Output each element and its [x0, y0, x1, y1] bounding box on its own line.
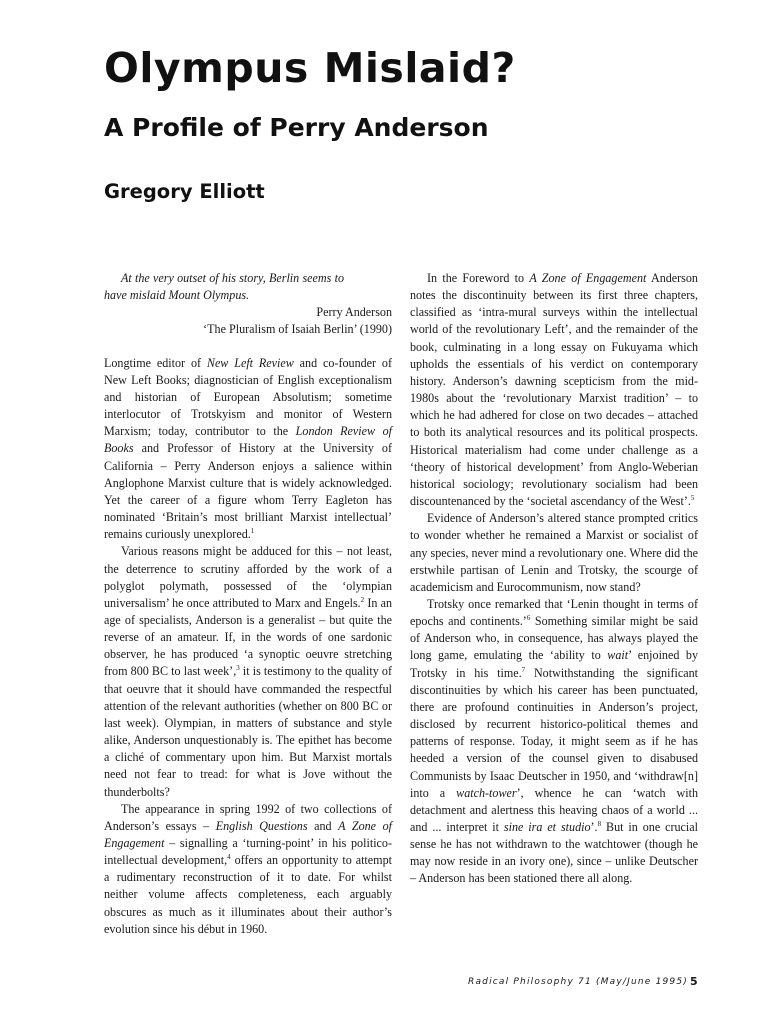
page-number: 5 — [690, 975, 698, 988]
left-paragraph-3: The appearance in spring 1992 of two collections of Anderson’s essays – English Questions and A Zone of Engagement – signalling a ‘turning-point’ in his politico-intellectual development,$^4$ offers an opportunity to attempt a rudimentary reconstruction of it to date. For whilst neither volume affects completeness, each arguably obscures as much as it illuminates about their author’s evolution since his début in 1960. — [104, 801, 393, 936]
footnote-ref: 2 — [360, 595, 365, 604]
epigraph-attribution-source: ‘The Pluralism of Isaiah Berlin’ (1990) — [203, 322, 392, 337]
article-title: Olympus Mislaid? — [104, 44, 516, 92]
left-paragraph-2: Various reasons might be adduced for this – not least, the deterrence to scrutiny afforded by the work of a polyglot polymath, possessed of the ‘olympian universalism’ he once attributed to Marx and Engels.$^2$ In an age of specialists, Anderson is a generalist – but quite the reverse of an amateur. If, in the words of one sardonic observer, he has produced ‘a synoptic oeuvre stretching from 800 BC to last week’,$^3$ it is testimony to the quality of that oeuvre that it should have commanded the respectful attention of the relevant authorities (whether on 800 BC or last week). Olympian, in matters of substance and style alike, Anderson unquestionably is. The epithet has become a cliché of commentary upon him. But Marxist mortals need not fear to tread: for what is Jove without the thunderbolts? — [104, 544, 393, 799]
article-subtitle: A Profile of Perry Anderson — [104, 113, 489, 142]
footnote-ref: 5 — [690, 494, 695, 502]
epigraph-attribution-name: Perry Anderson — [316, 305, 392, 320]
footnote-ref: 6 — [526, 614, 531, 623]
footnote-ref: 4 — [227, 853, 231, 862]
footnote-ref: 8 — [597, 819, 602, 828]
article-author: Gregory Elliott — [104, 180, 265, 203]
footnote-ref: 1 — [250, 527, 255, 536]
right-paragraph-1: In the Foreword to A Zone of Engagement Anderson notes the discontinuity between its first three chapters, classified as ‘intra-mural surveys within the intellectual world of the revolutionary Left’, and the remainder of the book, culminating in a long essay on Fukuyama which upholds the essentials of his verdict on contemporary history. Anderson’s dawning scepticism from the mid-1980s about the ‘revolutionary Marxist tradition’ – to which he had adhered for close on two decades – attached to both its analytical resources and its political prospects. Historical materialism had come under challenge as a ‘theory of historical development’ from Anglo-Weberian historical sociology; revolutionary socialism had been discountenanced by the ‘societal ascendancy of the West’.$^5$ — [410, 271, 698, 509]
footnote-ref: 7 — [521, 665, 526, 674]
left-column — [104, 270, 392, 938]
epigraph-attribution — [104, 304, 392, 338]
epigraph-quote: At the very outset of his story, Berlin seems to have mislaid Mount Olympus. — [104, 271, 344, 303]
right-paragraph-2: Evidence of Anderson’s altered stance prompted critics to wonder whether he remained a Marxist or socialist of any species, never mind a revolutionary one. Where did the erstwhile partisan of Lenin and Trotsky, the scourge of academicism and Eurocommunism, now stand? — [410, 511, 698, 594]
footnote-ref: 3 — [236, 664, 240, 673]
journal-footer: Radical Philosophy 71 (May/June 1995) — [468, 977, 688, 987]
left-paragraph-1: Longtime editor of New Left Review and co-founder of New Left Books; diagnostician of English exceptionalism and historian of European Absolutism; sometime interlocutor of Trotskyism and monitor of Western Marxism; today, contributor to the London Review of Books and Professor of History at the University of California – Perry Anderson enjoys a salience within Anglophone Marxist culture that is widely acknowledged. Yet the career of a figure whom Terry Eagleton has nominated ‘Britain’s most brilliant Marxist intellectual’ remains curiously unexplored.$^1$ — [104, 355, 392, 542]
right-paragraph-3: Trotsky once remarked that ‘Lenin thought in terms of epochs and continents.’$^6$ Something similar might be said of Anderson who, in consequence, has always played the long game, emulating the ‘ability to wait’ enjoined by Trotsky in his time.$^7$ Notwithstanding the significant discontinuities by which his career has been punctuated, there are profound continuities in Anderson’s project, disclosed by recurrent historico-political themes and patterns of response. Today, it might seem as if he has heeded a version of the counsel given to disabused Communists by Isaac Deutscher in 1950, and ‘withdraw[n] into a watch-tower’, whence he can ‘watch with detachment and alertness this heaving chaos of a world ... and ... interpret it sine ira et studio’.$^8$ But in one crucial sense he has not withdrawn to the watchtower (though he may now reside in an ivory one), since – unlike Deutscher – Anderson has been stationed there all along. — [410, 596, 699, 886]
right-column — [410, 270, 698, 888]
